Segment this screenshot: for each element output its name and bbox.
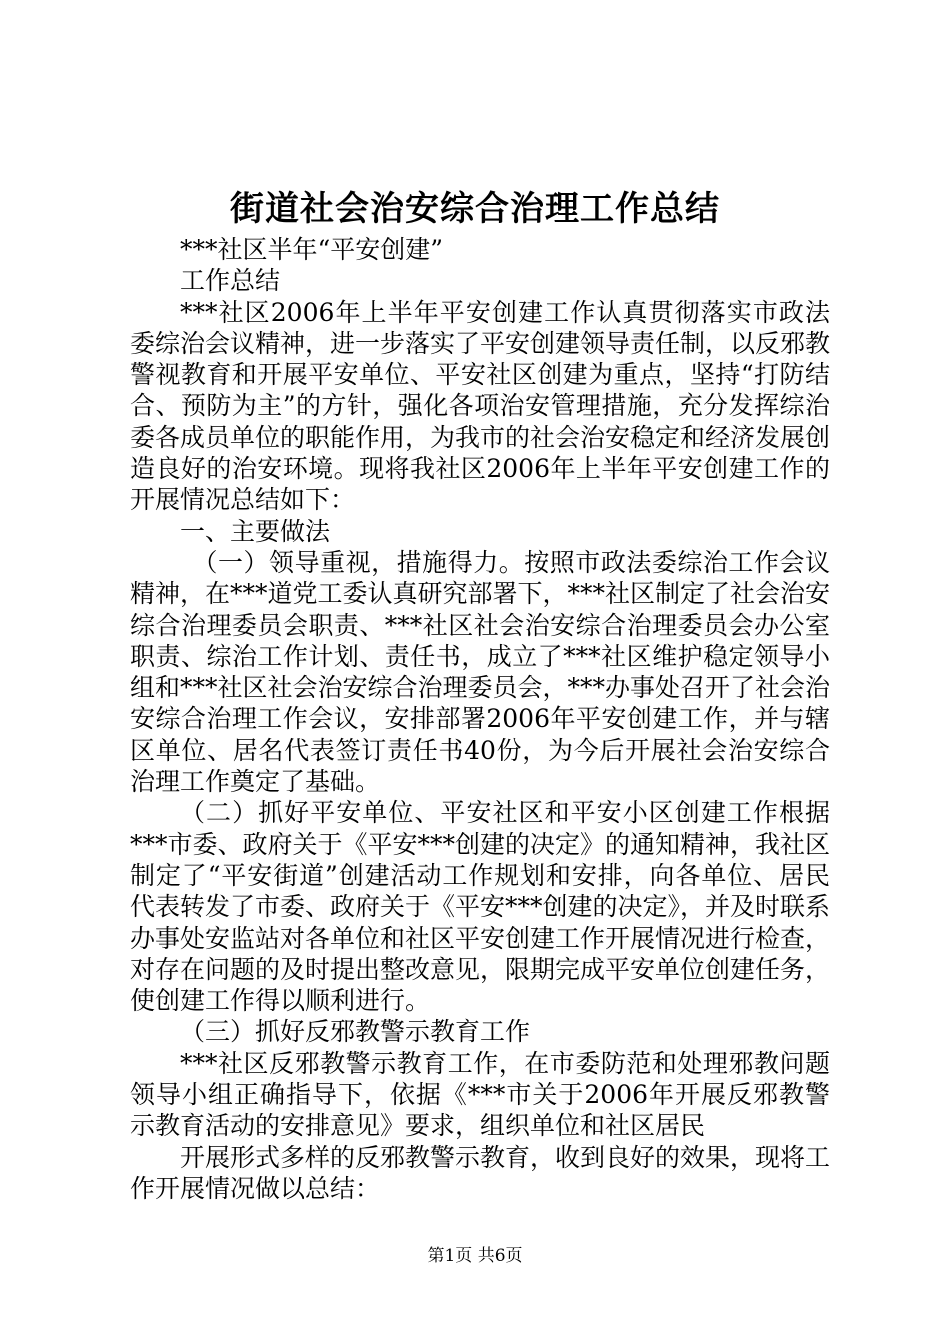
page-footer: 第1页 共6页 xyxy=(427,1246,523,1266)
paragraph-anti-cult-work: ***社区反邪教警示教育工作，在市委防范和处理邪教问题领导小组正确指导下，依据《***市关于2006年开展反邪教警示教育活动的安排意见》要求，组织单位和社区居民 xyxy=(130,1048,830,1141)
paragraph-intro: ***社区2006年上半年平安创建工作认真贯彻落实市政法委综治会议精神，进一步落实了平安创建领导责任制，以反邪教警视教育和开展平安单位、平安社区创建为重点，坚持“打防结合、预防为主”的方针，强化各项治安管理措施，充分发挥综治委各成员单位的职能作用，为我市的社会治安稳定和经济发展创造良好的治安环境。现将我社区2006年上半年平安创建工作的开展情况总结如下： xyxy=(130,297,831,515)
paragraph-anti-cult-results: 开展形式多样的反邪教警示教育，收到良好的效果，现将工作开展情况做以总结： xyxy=(130,1142,831,1203)
section-heading-main-methods: 一、主要做法 xyxy=(180,516,331,546)
paragraph-leadership: （一）领导重视，措施得力。按照市政法委综治工作会议精神，在***道党工委认真研究部署下，***社区制定了社会治安综合治理委员会职责、***社区社会治安综合治理委员会办公室职责、综治工作计划、责任书，成立了***社区维护稳定领导小组和***社区社会治安综合治理委员会，***办事处召开了社会治安综合治理工作会议，安排部署2006年平安创建工作，并与辖区单位、居名代表签订责任书40份，为今后开展社会治安综合治理工作奠定了基础。 xyxy=(130,547,831,797)
paragraph-subtitle-line2: 工作总结 xyxy=(180,266,281,296)
paragraph-safe-units: （二）抓好平安单位、平安社区和平安小区创建工作根据***市委、政府关于《平安***创建的决定》的通知精神，我社区制定了“平安街道”创建活动工作规划和安排，向各单位、居民代表转发了市委、政府关于《平安***创建的决定》，并及时联系办事处安监站对各单位和社区平安创建工作开展情况进行检查，对存在问题的及时提出整改意见，限期完成平安单位创建任务，使创建工作得以顺利进行。 xyxy=(130,798,831,1016)
document-body xyxy=(130,234,830,1204)
paragraph-subtitle-line1: ***社区半年“平安创建” xyxy=(180,235,444,264)
subheading-anti-cult-education: （三）抓好反邪教警示教育工作 xyxy=(180,1017,531,1047)
document-title: 街道社会治安综合治理工作总结 xyxy=(230,189,720,229)
